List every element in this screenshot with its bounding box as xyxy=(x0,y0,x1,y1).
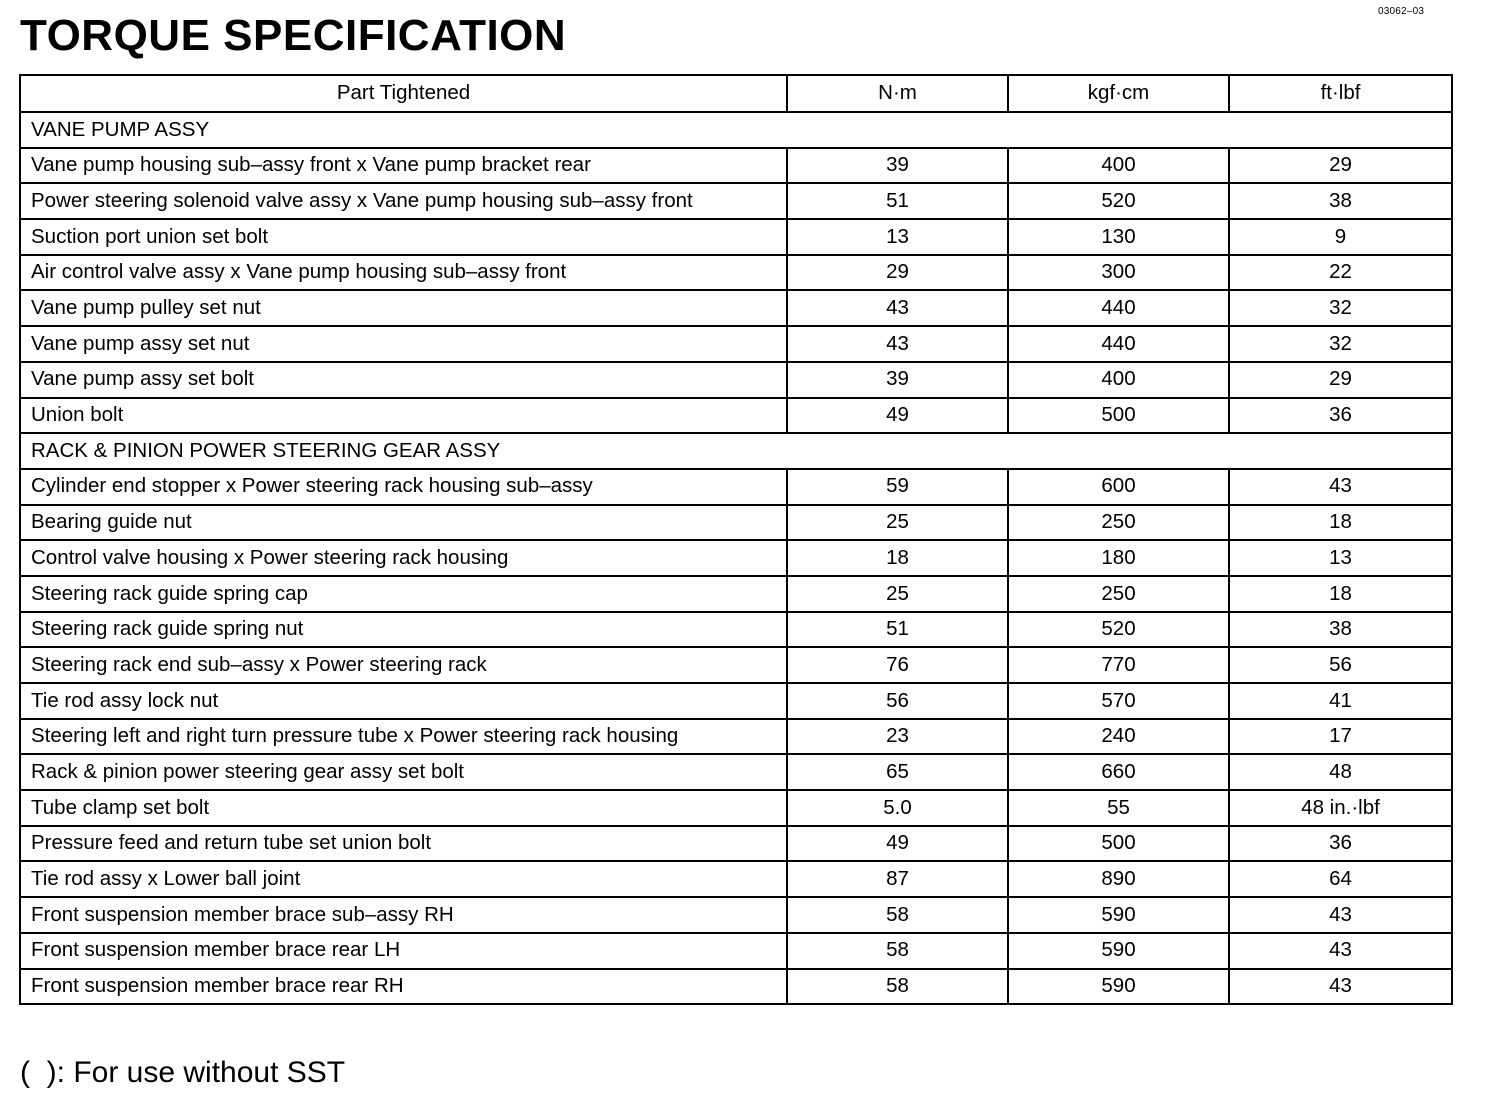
nm-cell: 51 xyxy=(787,183,1008,219)
nm-cell: 23 xyxy=(787,719,1008,755)
kgfcm-cell: 500 xyxy=(1008,826,1229,862)
part-cell: Tie rod assy x Lower ball joint xyxy=(20,861,787,897)
nm-cell: 49 xyxy=(787,398,1008,434)
part-cell: Tie rod assy lock nut xyxy=(20,683,787,719)
nm-cell: 76 xyxy=(787,647,1008,683)
part-cell: Pressure feed and return tube set union bolt xyxy=(20,826,787,862)
section-heading: RACK & PINION POWER STEERING GEAR ASSY xyxy=(20,433,1452,469)
table-row xyxy=(20,505,1452,541)
nm-cell: 13 xyxy=(787,219,1008,255)
table-row xyxy=(20,933,1452,969)
nm-cell: 43 xyxy=(787,290,1008,326)
table-row xyxy=(20,576,1452,612)
part-cell: Steering rack end sub–assy x Power steering rack xyxy=(20,647,787,683)
part-cell: Vane pump assy set bolt xyxy=(20,362,787,398)
kgfcm-cell: 590 xyxy=(1008,969,1229,1005)
section-row xyxy=(20,433,1452,469)
kgfcm-cell: 300 xyxy=(1008,255,1229,291)
kgfcm-cell: 500 xyxy=(1008,398,1229,434)
ftlbf-cell: 36 xyxy=(1229,398,1452,434)
ftlbf-cell: 13 xyxy=(1229,540,1452,576)
table-row xyxy=(20,861,1452,897)
kgfcm-cell: 55 xyxy=(1008,790,1229,826)
part-cell: Front suspension member brace rear RH xyxy=(20,969,787,1005)
part-cell: Air control valve assy x Vane pump housing sub–assy front xyxy=(20,255,787,291)
nm-cell: 87 xyxy=(787,861,1008,897)
table-row xyxy=(20,540,1452,576)
kgfcm-cell: 440 xyxy=(1008,326,1229,362)
column-header-kgfcm: kgf·cm xyxy=(1008,75,1229,112)
part-cell: Steering rack guide spring cap xyxy=(20,576,787,612)
nm-cell: 51 xyxy=(787,612,1008,648)
table-row xyxy=(20,362,1452,398)
kgfcm-cell: 890 xyxy=(1008,861,1229,897)
kgfcm-cell: 440 xyxy=(1008,290,1229,326)
nm-cell: 59 xyxy=(787,469,1008,505)
kgfcm-cell: 570 xyxy=(1008,683,1229,719)
column-header-part: Part Tightened xyxy=(20,75,787,112)
part-cell: Suction port union set bolt xyxy=(20,219,787,255)
nm-cell: 65 xyxy=(787,754,1008,790)
nm-cell: 5.0 xyxy=(787,790,1008,826)
table-row xyxy=(20,183,1452,219)
table-row xyxy=(20,790,1452,826)
kgfcm-cell: 590 xyxy=(1008,897,1229,933)
nm-cell: 39 xyxy=(787,148,1008,184)
part-cell: Cylinder end stopper x Power steering rack housing sub–assy xyxy=(20,469,787,505)
table-row xyxy=(20,897,1452,933)
table-row xyxy=(20,398,1452,434)
kgfcm-cell: 770 xyxy=(1008,647,1229,683)
ftlbf-cell: 38 xyxy=(1229,183,1452,219)
table-row xyxy=(20,612,1452,648)
ftlbf-cell: 43 xyxy=(1229,969,1452,1005)
table-row xyxy=(20,255,1452,291)
nm-cell: 49 xyxy=(787,826,1008,862)
ftlbf-cell: 17 xyxy=(1229,719,1452,755)
part-cell: Bearing guide nut xyxy=(20,505,787,541)
part-cell: Vane pump assy set nut xyxy=(20,326,787,362)
kgfcm-cell: 520 xyxy=(1008,183,1229,219)
torque-spec-table xyxy=(19,74,1453,1005)
ftlbf-cell: 56 xyxy=(1229,647,1452,683)
table-row xyxy=(20,719,1452,755)
ftlbf-cell: 41 xyxy=(1229,683,1452,719)
part-cell: Vane pump housing sub–assy front x Vane pump bracket rear xyxy=(20,148,787,184)
column-header-ftlbf: ft·lbf xyxy=(1229,75,1452,112)
kgfcm-cell: 400 xyxy=(1008,148,1229,184)
part-cell: Front suspension member brace rear LH xyxy=(20,933,787,969)
ftlbf-cell: 9 xyxy=(1229,219,1452,255)
ftlbf-cell: 32 xyxy=(1229,290,1452,326)
nm-cell: 25 xyxy=(787,576,1008,612)
nm-cell: 58 xyxy=(787,969,1008,1005)
ftlbf-cell: 48 xyxy=(1229,754,1452,790)
kgfcm-cell: 130 xyxy=(1008,219,1229,255)
table-row xyxy=(20,683,1452,719)
part-cell: Tube clamp set bolt xyxy=(20,790,787,826)
part-cell: Steering left and right turn pressure tube x Power steering rack housing xyxy=(20,719,787,755)
kgfcm-cell: 250 xyxy=(1008,505,1229,541)
nm-cell: 25 xyxy=(787,505,1008,541)
nm-cell: 56 xyxy=(787,683,1008,719)
kgfcm-cell: 520 xyxy=(1008,612,1229,648)
kgfcm-cell: 600 xyxy=(1008,469,1229,505)
part-cell: Steering rack guide spring nut xyxy=(20,612,787,648)
kgfcm-cell: 660 xyxy=(1008,754,1229,790)
page-title: TORQUE SPECIFICATION xyxy=(20,11,567,60)
nm-cell: 18 xyxy=(787,540,1008,576)
ftlbf-cell: 18 xyxy=(1229,505,1452,541)
ftlbf-cell: 22 xyxy=(1229,255,1452,291)
table-row xyxy=(20,290,1452,326)
part-cell: Front suspension member brace sub–assy RH xyxy=(20,897,787,933)
table-row xyxy=(20,469,1452,505)
kgfcm-cell: 590 xyxy=(1008,933,1229,969)
ftlbf-cell: 32 xyxy=(1229,326,1452,362)
part-cell: Control valve housing x Power steering rack housing xyxy=(20,540,787,576)
table-row xyxy=(20,148,1452,184)
kgfcm-cell: 180 xyxy=(1008,540,1229,576)
ftlbf-cell: 36 xyxy=(1229,826,1452,862)
table-header-row xyxy=(20,75,1452,112)
column-header-nm: N·m xyxy=(787,75,1008,112)
ftlbf-cell: 29 xyxy=(1229,148,1452,184)
kgfcm-cell: 400 xyxy=(1008,362,1229,398)
part-cell: Union bolt xyxy=(20,398,787,434)
ftlbf-cell: 43 xyxy=(1229,897,1452,933)
nm-cell: 58 xyxy=(787,933,1008,969)
table-row xyxy=(20,969,1452,1005)
section-row xyxy=(20,112,1452,148)
footnote: ( ): For use without SST xyxy=(20,1056,346,1089)
part-cell: Rack & pinion power steering gear assy set bolt xyxy=(20,754,787,790)
nm-cell: 39 xyxy=(787,362,1008,398)
table-body xyxy=(20,112,1452,1004)
table-row xyxy=(20,219,1452,255)
part-cell: Vane pump pulley set nut xyxy=(20,290,787,326)
part-cell: Power steering solenoid valve assy x Vane pump housing sub–assy front xyxy=(20,183,787,219)
kgfcm-cell: 240 xyxy=(1008,719,1229,755)
nm-cell: 58 xyxy=(787,897,1008,933)
nm-cell: 43 xyxy=(787,326,1008,362)
table-row xyxy=(20,326,1452,362)
table-row xyxy=(20,826,1452,862)
ftlbf-cell: 29 xyxy=(1229,362,1452,398)
table-row xyxy=(20,647,1452,683)
ftlbf-cell: 48 in.·lbf xyxy=(1229,790,1452,826)
ftlbf-cell: 43 xyxy=(1229,933,1452,969)
ftlbf-cell: 43 xyxy=(1229,469,1452,505)
section-heading: VANE PUMP ASSY xyxy=(20,112,1452,148)
kgfcm-cell: 250 xyxy=(1008,576,1229,612)
ftlbf-cell: 18 xyxy=(1229,576,1452,612)
table-row xyxy=(20,754,1452,790)
ftlbf-cell: 38 xyxy=(1229,612,1452,648)
document-code: 03062–03 xyxy=(1378,6,1425,17)
ftlbf-cell: 64 xyxy=(1229,861,1452,897)
nm-cell: 29 xyxy=(787,255,1008,291)
